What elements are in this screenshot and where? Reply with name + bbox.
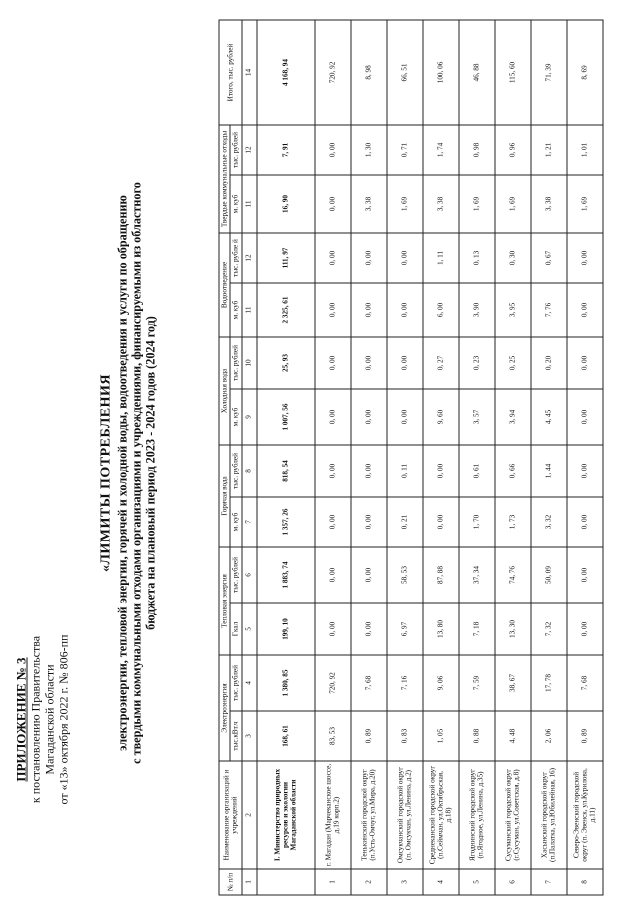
value-cell: 7, 68 <box>350 655 386 711</box>
value-cell: 0, 00 <box>422 497 458 547</box>
group-electricity: Электроэнергия <box>219 655 230 761</box>
table-row <box>458 19 494 894</box>
table-row <box>494 19 530 894</box>
value-cell: 1, 05 <box>422 711 458 761</box>
value-cell: 8, 69 <box>566 19 602 124</box>
unit-m3: м. куб <box>230 388 241 444</box>
column-index-cell: 7 <box>241 497 256 547</box>
value-cell: 0, 00 <box>314 603 350 655</box>
column-index-row <box>241 19 256 894</box>
value-cell: 1, 01 <box>566 124 602 174</box>
row-number <box>256 869 314 895</box>
value-cell: 1 883, 74 <box>256 547 314 603</box>
value-cell: 0, 13 <box>458 232 494 282</box>
value-cell: 0, 00 <box>350 232 386 282</box>
value-cell: 0, 00 <box>566 388 602 444</box>
value-cell: 0, 21 <box>386 497 422 547</box>
value-cell: 4, 45 <box>530 388 566 444</box>
value-cell: 16, 90 <box>256 174 314 232</box>
value-cell: 0, 00 <box>386 232 422 282</box>
value-cell: 0, 71 <box>386 124 422 174</box>
value-cell: 0, 89 <box>566 711 602 761</box>
value-cell: 0, 00 <box>422 444 458 496</box>
value-cell: 0, 00 <box>566 444 602 496</box>
value-cell: 7, 68 <box>566 655 602 711</box>
value-cell: 3, 38 <box>350 174 386 232</box>
value-cell: 3, 57 <box>458 388 494 444</box>
row-organization-name: Северо-Эвенский городской округ (п. Эвенск, ул.Курилова, д.11) <box>566 761 602 869</box>
value-cell: 1, 69 <box>458 174 494 232</box>
value-cell: 0, 89 <box>350 711 386 761</box>
group-drainage: Водоотведение <box>219 232 230 336</box>
header-organization-name: Наименование организаций и учреждений <box>219 761 242 869</box>
column-index-cell: 2 <box>241 761 256 869</box>
value-cell: 1, 74 <box>422 124 458 174</box>
value-cell: 0, 00 <box>314 388 350 444</box>
column-index-cell: 12 <box>241 124 256 174</box>
value-cell: 0, 20 <box>530 336 566 388</box>
appendix-number: ПРИЛОЖЕНИЕ № 3 <box>13 656 28 782</box>
value-cell: 9, 60 <box>422 388 458 444</box>
value-cell: 37, 34 <box>458 547 494 603</box>
row-organization-name: Сусуманский городской округ (г.Сусуман, ул.Советская, д.8) <box>494 761 530 869</box>
appendix-header <box>14 549 70 889</box>
value-cell: 199, 10 <box>256 603 314 655</box>
value-cell: 0, 00 <box>350 547 386 603</box>
table-row <box>530 19 566 894</box>
document-title <box>98 80 158 865</box>
value-cell: 1, 44 <box>530 444 566 496</box>
value-cell: 0, 23 <box>458 336 494 388</box>
value-cell: 13, 80 <box>422 603 458 655</box>
value-cell: 3, 38 <box>530 174 566 232</box>
value-cell: 17, 78 <box>530 655 566 711</box>
value-cell: 1, 69 <box>386 174 422 232</box>
group-heat-energy: Тепловая энергия <box>219 547 230 655</box>
column-index-cell: 10 <box>241 336 256 388</box>
value-cell: 0, 61 <box>458 444 494 496</box>
value-cell: 0, 00 <box>350 603 386 655</box>
unit-rub: тыс. рублей <box>230 547 241 603</box>
column-index-cell: 5 <box>241 603 256 655</box>
value-cell: 0, 30 <box>494 232 530 282</box>
unit-kwh: тыс.кВт.ч <box>230 711 241 761</box>
value-cell: 0, 00 <box>566 336 602 388</box>
value-cell: 0, 00 <box>314 444 350 496</box>
value-cell: 0, 66 <box>494 444 530 496</box>
title-sub-3: бюджета на плановый период 2023 - 2024 годов (2024 год) <box>143 315 158 630</box>
title-main: «ЛИМИТЫ ПОТРЕБЛЕНИЯ <box>98 373 113 572</box>
value-cell: 25, 93 <box>256 336 314 388</box>
value-cell: 0, 00 <box>314 497 350 547</box>
table-row <box>350 19 386 894</box>
row-organization-name: Среднеканский городской округ (п.Сеймчан, ул.Октябрьская, д.18) <box>422 761 458 869</box>
value-cell: 0, 00 <box>314 282 350 336</box>
title-sub-1: электроэнергии, тепловой энергии, горячей и холодной воды, водоотведения и услуги по обращению <box>114 194 129 751</box>
value-cell: 720, 92 <box>314 655 350 711</box>
unit-m3: м. куб <box>230 497 241 547</box>
unit-rub-short: тыс. рубле й <box>230 232 241 282</box>
header-total: Итого, тыс. рублей <box>219 19 242 124</box>
value-cell: 0, 11 <box>386 444 422 496</box>
value-cell: 13, 30 <box>494 603 530 655</box>
group-solid-waste: Твердые коммунальные отходы <box>219 124 230 232</box>
row-organization-name: I. Министерство природных ресурсов и экологии Магаданской области <box>256 761 314 869</box>
column-index-cell: 14 <box>241 19 256 124</box>
value-cell: 7, 59 <box>458 655 494 711</box>
appendix-line-3: от «13» октября 2022 г. № 806-пп <box>55 634 70 804</box>
value-cell: 6, 00 <box>422 282 458 336</box>
table-row <box>566 19 602 894</box>
row-number: 6 <box>494 869 530 895</box>
column-index-cell: 9 <box>241 388 256 444</box>
value-cell: 74, 76 <box>494 547 530 603</box>
value-cell: 1 380, 85 <box>256 655 314 711</box>
row-number: 8 <box>566 869 602 895</box>
value-cell: 2, 06 <box>530 711 566 761</box>
group-hot-water: Горячая вода <box>219 444 230 546</box>
unit-m3: м. куб <box>230 174 241 232</box>
value-cell: 100, 06 <box>422 19 458 124</box>
row-number: 7 <box>530 869 566 895</box>
table-row <box>256 19 314 894</box>
value-cell: 1, 73 <box>494 497 530 547</box>
value-cell: 0, 00 <box>566 603 602 655</box>
column-index-cell: 8 <box>241 444 256 496</box>
row-organization-name: Ягоднинский городской округ (п.Ягодное, ул.Ленина, д.35) <box>458 761 494 869</box>
value-cell: 1, 11 <box>422 232 458 282</box>
row-organization-name: Тенькинский городской округ (п.Усть-Омчуг, ул.Мира, д.20) <box>350 761 386 869</box>
value-cell: 87, 88 <box>422 547 458 603</box>
value-cell: 9, 06 <box>422 655 458 711</box>
value-cell: 0, 00 <box>314 547 350 603</box>
value-cell: 66, 51 <box>386 19 422 124</box>
value-cell: 3, 90 <box>458 282 494 336</box>
value-cell: 50, 09 <box>530 547 566 603</box>
value-cell: 1, 21 <box>530 124 566 174</box>
row-organization-name: г. Магадан (Марчеканское шоссе, д.19 корп.2) <box>314 761 350 869</box>
value-cell: 0, 00 <box>314 124 350 174</box>
value-cell: 71, 39 <box>530 19 566 124</box>
table-row <box>314 19 350 894</box>
value-cell: 0, 88 <box>458 711 494 761</box>
unit-m3: м. куб <box>230 282 241 336</box>
row-number: 2 <box>350 869 386 895</box>
column-index-cell: 11 <box>241 174 256 232</box>
value-cell: 58, 53 <box>386 547 422 603</box>
group-cold-water: Холодная вода <box>219 336 230 444</box>
column-index-cell: 3 <box>241 711 256 761</box>
appendix-line-1: к постановлению Правительства <box>27 635 42 803</box>
value-cell: 38, 67 <box>494 655 530 711</box>
value-cell: 7, 91 <box>256 124 314 174</box>
value-cell: 0, 00 <box>386 388 422 444</box>
value-cell: 115, 60 <box>494 19 530 124</box>
value-cell: 3, 94 <box>494 388 530 444</box>
value-cell: 6, 97 <box>386 603 422 655</box>
value-cell: 0, 00 <box>566 547 602 603</box>
value-cell: 1 357, 26 <box>256 497 314 547</box>
unit-rub: тыс. рублей <box>230 655 241 711</box>
value-cell: 7, 76 <box>530 282 566 336</box>
value-cell: 0, 00 <box>314 336 350 388</box>
row-number: 3 <box>386 869 422 895</box>
value-cell: 0, 00 <box>350 444 386 496</box>
value-cell: 2 325, 61 <box>256 282 314 336</box>
column-index-cell: 4 <box>241 655 256 711</box>
row-organization-name: Омсукчанский городской округ (п. Омсукчан, ул.Ленина, д.2) <box>386 761 422 869</box>
value-cell: 0, 00 <box>314 232 350 282</box>
value-cell: 7, 32 <box>530 603 566 655</box>
column-index-cell: 12 <box>241 232 256 282</box>
value-cell: 8, 98 <box>350 19 386 124</box>
value-cell: 4, 48 <box>494 711 530 761</box>
column-index-cell: 11 <box>241 282 256 336</box>
unit-rub: тыс. рублей <box>230 124 241 174</box>
value-cell: 0, 00 <box>350 282 386 336</box>
value-cell: 818, 54 <box>256 444 314 496</box>
value-cell: 0, 00 <box>314 174 350 232</box>
value-cell: 720, 92 <box>314 19 350 124</box>
value-cell: 1, 69 <box>566 174 602 232</box>
column-index-cell: 6 <box>241 547 256 603</box>
value-cell: 111, 97 <box>256 232 314 282</box>
value-cell: 1, 69 <box>494 174 530 232</box>
value-cell: 0, 00 <box>350 388 386 444</box>
value-cell: 83, 53 <box>314 711 350 761</box>
value-cell: 0, 96 <box>494 124 530 174</box>
value-cell: 0, 83 <box>386 711 422 761</box>
table-row <box>386 19 422 894</box>
value-cell: 0, 00 <box>566 232 602 282</box>
value-cell: 0, 00 <box>386 336 422 388</box>
header-number: № п/п <box>219 869 242 895</box>
value-cell: 3, 32 <box>530 497 566 547</box>
unit-rub: тыс. рублей <box>230 336 241 388</box>
limits-table <box>218 19 603 895</box>
value-cell: 0, 00 <box>386 282 422 336</box>
unit-gcal: Гкал <box>230 603 241 655</box>
table-body <box>256 19 602 894</box>
value-cell: 7, 16 <box>386 655 422 711</box>
value-cell: 0, 00 <box>566 282 602 336</box>
value-cell: 0, 00 <box>566 497 602 547</box>
row-number: 5 <box>458 869 494 895</box>
value-cell: 0, 00 <box>350 497 386 547</box>
value-cell: 0, 98 <box>458 124 494 174</box>
value-cell: 0, 27 <box>422 336 458 388</box>
value-cell: 3, 95 <box>494 282 530 336</box>
value-cell: 168, 61 <box>256 711 314 761</box>
value-cell: 1, 30 <box>350 124 386 174</box>
value-cell: 4 168, 94 <box>256 19 314 124</box>
table-row <box>422 19 458 894</box>
value-cell: 1, 70 <box>458 497 494 547</box>
unit-rub: тыс. рублей <box>230 444 241 496</box>
value-cell: 3, 38 <box>422 174 458 232</box>
row-number: 4 <box>422 869 458 895</box>
value-cell: 46, 88 <box>458 19 494 124</box>
value-cell: 1 007, 56 <box>256 388 314 444</box>
column-index-cell: 1 <box>241 869 256 895</box>
value-cell: 7, 18 <box>458 603 494 655</box>
value-cell: 0, 67 <box>530 232 566 282</box>
appendix-line-2: Магаданской области <box>41 663 56 775</box>
row-organization-name: Хасынский городской округ (п.Палатка, ул.Юбилейная, 16) <box>530 761 566 869</box>
value-cell: 0, 25 <box>494 336 530 388</box>
row-number: 1 <box>314 869 350 895</box>
title-sub-2: с твердыми коммунальными отходами организациями и учреждениями, финансируемыми из областного <box>128 181 143 764</box>
value-cell: 0, 00 <box>350 336 386 388</box>
